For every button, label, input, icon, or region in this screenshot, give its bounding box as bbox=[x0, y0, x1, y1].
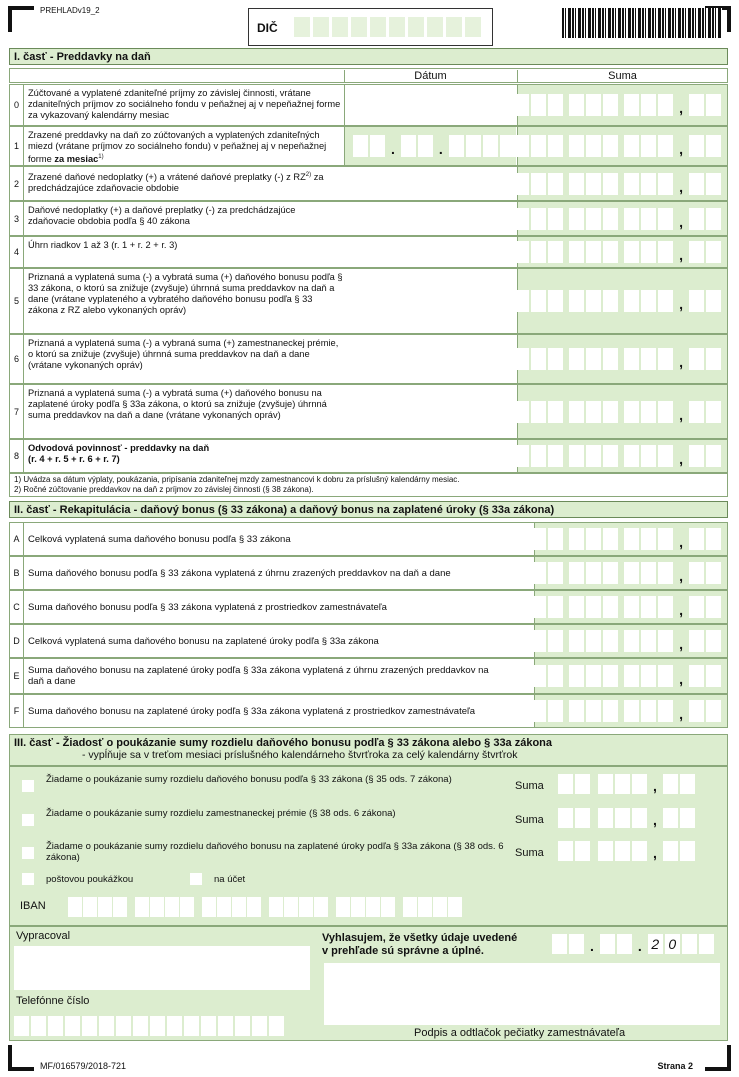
row-letter: F bbox=[10, 695, 24, 727]
dic-input[interactable] bbox=[294, 17, 481, 37]
request-text: Žiadame o poukázanie sumy rozdielu daňového bonusu na zaplatené úroky podľa § 33a zákona (§ 38 ods. 6 zákona) bbox=[46, 841, 504, 863]
sum-input[interactable]: , bbox=[496, 348, 721, 370]
row-label bbox=[28, 443, 343, 465]
sign-cell[interactable] bbox=[496, 179, 506, 189]
row-label bbox=[28, 338, 343, 371]
sum-input[interactable]: , bbox=[496, 700, 721, 722]
part2-row-D bbox=[9, 624, 728, 658]
row-label bbox=[28, 240, 343, 251]
account-checkbox[interactable] bbox=[190, 873, 202, 885]
row-label bbox=[28, 130, 343, 165]
row-text: Priznaná a vyplatená suma (-) a vybratá suma (+) daňového bonusu podľa § 33 zákona, o ktorú sa znižuje (zvyšuje) úhrnná suma preddavkov na daň a dane (vrátane vyplateného a vybratého daňového bonusu podľa § 33 zákona z RZ alebo vykonaných opráv) bbox=[28, 272, 343, 315]
part1-column-header bbox=[9, 68, 728, 83]
sum-cell bbox=[534, 625, 727, 657]
part2-row-F bbox=[9, 694, 728, 728]
request-checkbox[interactable] bbox=[22, 814, 34, 826]
sign-cell[interactable] bbox=[496, 706, 506, 716]
part1-row-2 bbox=[9, 166, 728, 201]
row-label bbox=[28, 88, 343, 121]
part1-title: I. časť - Preddavky na daň bbox=[9, 48, 728, 65]
account-label: na účet bbox=[214, 874, 246, 885]
sum-cell bbox=[517, 85, 727, 125]
declaration-line-2: v prehľade sú správne a úplné. bbox=[322, 945, 484, 957]
sum-cell bbox=[517, 167, 727, 200]
sum-input[interactable]: , bbox=[514, 445, 721, 467]
footnote-ref: 2) bbox=[305, 172, 312, 178]
sign-cell[interactable] bbox=[496, 296, 506, 306]
request-checkbox[interactable] bbox=[22, 780, 34, 792]
part1-row-8 bbox=[9, 439, 728, 473]
part2-row-B bbox=[9, 556, 728, 590]
part2-row-E bbox=[9, 658, 728, 694]
row-text: Zrazené preddavky na daň zo zúčtovaných a vyplatených zdaniteľných miezd (vrátane príjmov zo sociálneho fondu) v peňažnej aj v nepeňažnej forme bbox=[28, 130, 327, 165]
declaration-date-input[interactable]: . . 2 0 bbox=[552, 934, 714, 954]
sum-input[interactable]: , bbox=[496, 290, 721, 312]
row-number: 1 bbox=[10, 127, 24, 165]
barcode bbox=[562, 8, 722, 38]
sum-input[interactable]: , bbox=[514, 630, 721, 652]
row-text-bold: za mesiac bbox=[54, 154, 99, 165]
sign-cell[interactable] bbox=[496, 602, 506, 612]
phone-input[interactable] bbox=[14, 1016, 284, 1036]
request-checkbox[interactable] bbox=[22, 847, 34, 859]
row-text: Zúčtované a vyplatené zdaniteľné príjmy zo závislej činnosti, vrátane zdaniteľných príjmov zo sociálneho fondu v peňažnej aj v nepeňažnej forme za vykazovaný kalendárny mesiac bbox=[28, 88, 341, 120]
sum-cell bbox=[517, 237, 727, 267]
sign-cell[interactable] bbox=[496, 568, 506, 578]
declaration-line-1: Vyhlasujem, že všetky údaje uvedené bbox=[322, 932, 518, 944]
row-number: 3 bbox=[10, 202, 24, 235]
date-input[interactable]: . . bbox=[353, 135, 515, 157]
footer-reference: MF/016579/2018-721 bbox=[40, 1061, 127, 1071]
iban-label: IBAN bbox=[20, 900, 46, 912]
row-label: Suma daňového bonusu podľa § 33 zákona vyplatená z úhrnu zrazených preddavkov na daň a dane bbox=[28, 567, 451, 579]
sum-input[interactable]: , bbox=[496, 401, 721, 423]
request-sum-label: Suma bbox=[515, 847, 544, 859]
row-number: 5 bbox=[10, 269, 24, 333]
row-number: 0 bbox=[10, 85, 24, 125]
sum-cell bbox=[517, 202, 727, 235]
request-sum-input[interactable]: , bbox=[558, 841, 695, 861]
sum-input[interactable]: , bbox=[514, 135, 721, 157]
row-letter: D bbox=[10, 625, 24, 657]
part2-row-A bbox=[9, 522, 728, 556]
sum-cell bbox=[534, 591, 727, 623]
row-number: 6 bbox=[10, 335, 24, 383]
dic-box bbox=[248, 8, 493, 46]
row-text-after: (r. 4 + r. 5 + r. 6 + r. 7) bbox=[28, 454, 120, 464]
sum-input[interactable]: , bbox=[496, 596, 721, 618]
sum-cell bbox=[517, 440, 727, 472]
sum-input[interactable]: , bbox=[496, 665, 721, 687]
sign-cell[interactable] bbox=[496, 354, 506, 364]
request-sum-input[interactable]: , bbox=[558, 774, 695, 794]
row-label bbox=[28, 170, 343, 194]
sum-input[interactable]: , bbox=[496, 173, 721, 195]
part3-subtitle: - vypĺňuje sa v treťom mesiaci príslušného kalendárneho štvrťroka za celý kalendárny štvrťrok bbox=[82, 749, 518, 761]
request-sum-input[interactable]: , bbox=[558, 808, 695, 828]
corner-mark-bottom-left bbox=[8, 1045, 34, 1071]
part1-row-6 bbox=[9, 334, 728, 384]
sum-cell bbox=[517, 385, 727, 438]
date-column-label: Dátum bbox=[344, 70, 516, 83]
prepared-by-input[interactable] bbox=[14, 946, 310, 990]
row-text: Priznaná a vyplatená suma (-) a vybratá suma (+) daňového bonusu na zaplatené úroky podľa § 33a zákona, o ktorú sa znižuje (zvyšuje) úhrnná suma preddavkov na daň a dane (vrátane vykonaných opráv) bbox=[28, 388, 327, 420]
part1-row-5 bbox=[9, 268, 728, 334]
sum-cell bbox=[517, 127, 727, 165]
year-digit-2: 0 bbox=[665, 934, 680, 954]
row-label: Celková vyplatená suma daňového bonusu podľa § 33 zákona bbox=[28, 533, 291, 545]
part1-row-4 bbox=[9, 236, 728, 268]
dic-label: DIČ bbox=[257, 21, 278, 35]
footer-page-number: Strana 2 bbox=[657, 1061, 693, 1071]
footnote-2: 2) Ročné zúčtovanie preddavkov na daň z príjmov zo závislej činnosti (§ 38 zákona). bbox=[14, 485, 314, 494]
row-text-bold: Odvodová povinnosť - preddavky na daň bbox=[28, 443, 210, 453]
sum-cell bbox=[534, 695, 727, 727]
request-sum-label: Suma bbox=[515, 814, 544, 826]
signature-label: Podpis a odtlačok pečiatky zamestnávateľa bbox=[414, 1027, 626, 1039]
request-text: Žiadame o poukázanie sumy rozdielu zamestnaneckej prémie (§ 38 ods. 6 zákona) bbox=[46, 808, 396, 819]
row-label: Suma daňového bonusu podľa § 33 zákona vyplatená z prostriedkov zamestnávateľa bbox=[28, 601, 387, 613]
sign-cell[interactable] bbox=[496, 407, 506, 417]
part1-row-3 bbox=[9, 201, 728, 236]
postal-order-checkbox[interactable] bbox=[22, 873, 34, 885]
signature-box[interactable] bbox=[324, 963, 720, 1025]
date-cell bbox=[344, 127, 516, 165]
row-label bbox=[28, 205, 343, 227]
sum-input[interactable]: , bbox=[496, 208, 721, 230]
row-text: Zrazené daňové nedoplatky (+) a vrátené daňové preplatky (-) z RZ bbox=[28, 172, 306, 183]
sum-cell bbox=[534, 523, 727, 555]
sum-cell bbox=[534, 659, 727, 693]
part1-row-0 bbox=[9, 84, 728, 126]
corner-mark-bottom-right bbox=[705, 1045, 731, 1071]
date-cell bbox=[344, 85, 516, 125]
row-number: 2 bbox=[10, 167, 24, 200]
prepared-by-label: Vypracoval bbox=[16, 930, 71, 942]
sum-column-label: Suma bbox=[517, 70, 727, 83]
corner-mark-top-left bbox=[8, 6, 34, 32]
sum-input[interactable]: , bbox=[496, 562, 721, 584]
row-label: Suma daňového bonusu na zaplatené úroky podľa § 33a zákona vyplatená z úhrnu zrazených preddavkov na daň a dane bbox=[28, 665, 489, 687]
sign-cell[interactable] bbox=[496, 671, 506, 681]
part1-row-1 bbox=[9, 126, 728, 166]
row-text: Priznaná a vyplatená suma (-) a vybraná suma (+) zamestnaneckej prémie, o ktorú sa znižuje (zvyšuje) úhrnná suma preddavkov na daň a dane (vrátane vykonaných opráv) bbox=[28, 338, 339, 370]
row-label: Celková vyplatená suma daňového bonusu na zaplatené úroky podľa § 33a zákona bbox=[28, 635, 379, 647]
part2-row-C bbox=[9, 590, 728, 624]
year-digit-1: 2 bbox=[648, 934, 663, 954]
form-code: PREHLADv19_2 bbox=[40, 6, 100, 15]
part3-header bbox=[9, 734, 728, 766]
sum-input[interactable]: , bbox=[514, 241, 721, 263]
request-sum-label: Suma bbox=[515, 780, 544, 792]
row-label: Suma daňového bonusu na zaplatené úroky podľa § 33a zákona vyplatená z prostriedkov zamestnávateľa bbox=[28, 705, 476, 717]
footnote-1: 1) Uvádza sa dátum výplaty, poukázania, pripísania zdaniteľnej mzdy zamestnancovi k dobru za príslušný kalendárny mesiac. bbox=[14, 475, 460, 484]
request-text: Žiadame o poukázanie sumy rozdielu daňového bonusu podľa § 33 zákona (§ 35 ods. 7 zákona) bbox=[46, 774, 452, 785]
row-letter: C bbox=[10, 591, 24, 623]
row-letter: A bbox=[10, 523, 24, 555]
sum-input[interactable]: , bbox=[514, 528, 721, 550]
phone-label: Telefónne číslo bbox=[16, 995, 90, 1007]
row-number: 4 bbox=[10, 237, 24, 267]
part1-footnotes bbox=[9, 473, 728, 497]
row-text: Úhrn riadkov 1 až 3 (r. 1 + r. 2 + r. 3) bbox=[28, 240, 178, 250]
part3-title: III. časť - Žiadosť o poukázanie sumy rozdielu daňového bonusu podľa § 33 zákona alebo § 33a zákona bbox=[14, 737, 553, 749]
row-number: 7 bbox=[10, 385, 24, 438]
row-letter: B bbox=[10, 557, 24, 589]
row-letter: E bbox=[10, 659, 24, 693]
row-label bbox=[28, 272, 343, 316]
sign-cell[interactable] bbox=[496, 214, 506, 224]
postal-order-label: poštovou poukážkou bbox=[46, 874, 134, 885]
sum-cell bbox=[517, 335, 727, 383]
row-text: Daňové nedoplatky (+) a daňové preplatky (-) za predchádzajúce zdaňovacie obdobia podľa § 40 zákona bbox=[28, 205, 296, 226]
row-number: 8 bbox=[10, 440, 24, 472]
sum-input[interactable]: , bbox=[514, 94, 721, 116]
footnote-ref: 1) bbox=[98, 154, 104, 160]
sum-cell bbox=[517, 269, 727, 333]
part2-title: II. časť - Rekapitulácia - daňový bonus (§ 33 zákona) a daňový bonus na zaplatené úroky (§ 33a zákona) bbox=[9, 501, 728, 518]
part1-row-7 bbox=[9, 384, 728, 439]
sum-cell bbox=[534, 557, 727, 589]
row-text-after: za predchádzajúce zdaňovacie obdobie bbox=[28, 172, 324, 194]
iban-input[interactable] bbox=[68, 897, 462, 917]
row-label bbox=[28, 388, 343, 421]
